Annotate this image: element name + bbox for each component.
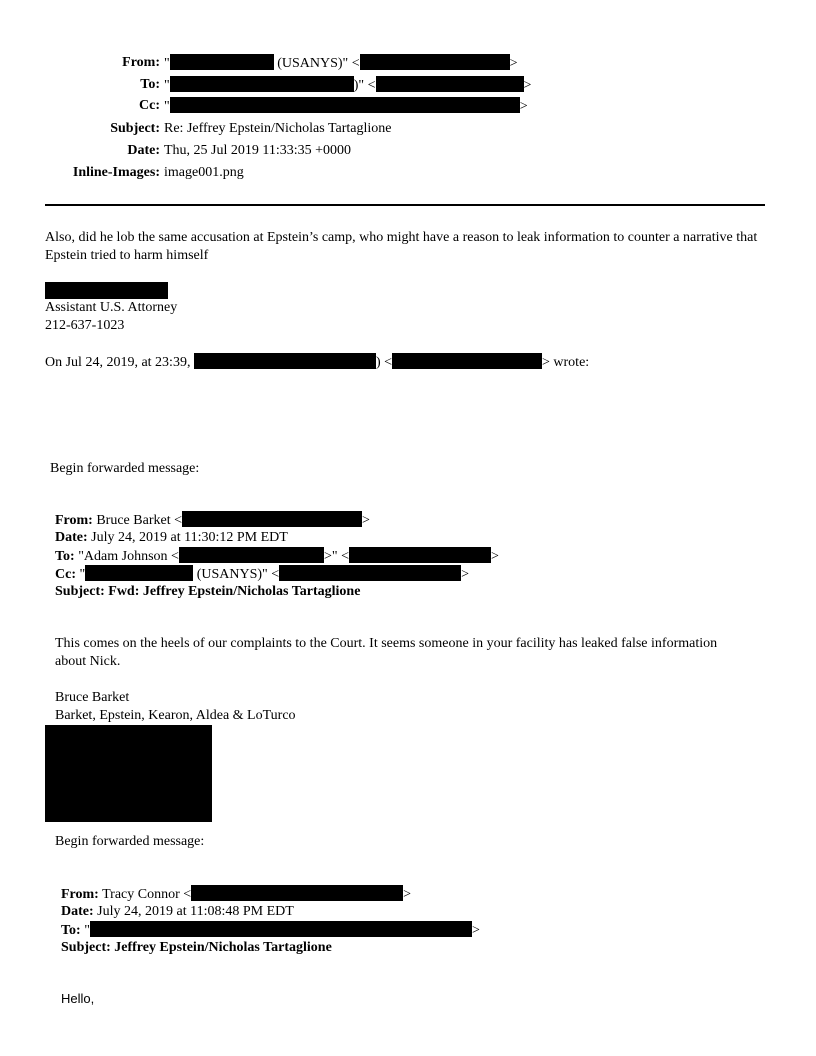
redaction: [360, 54, 510, 70]
fwd1-to-row: To: "Adam Johnson < >" < >: [55, 549, 499, 564]
redaction: [392, 353, 542, 369]
cc-label: Cc:: [139, 98, 160, 113]
date-label: Date:: [127, 143, 160, 158]
redaction: [376, 76, 524, 92]
header-divider: [45, 204, 765, 206]
redaction: [191, 885, 403, 901]
redaction: [279, 565, 461, 581]
fwd1-date-row: Date: July 24, 2019 at 11:30:12 PM EDT: [55, 530, 288, 545]
signature-name-redaction: [45, 282, 168, 299]
fwd1-begin: Begin forwarded message:: [50, 461, 200, 476]
fwd2-date-row: Date: July 24, 2019 at 11:08:48 PM EDT: [61, 904, 294, 919]
redaction: [182, 511, 362, 527]
quote-line: On Jul 24, 2019, at 23:39, ) < > wrote:: [45, 355, 590, 370]
fwd1-paragraph: This comes on the heels of our complaints to the Court. It seems someone in your facility has leaked false information about Nick.: [55, 636, 718, 669]
fwd1-cc-row: Cc: " (USANYS)" < >: [55, 567, 470, 582]
date-value: Thu, 25 Jul 2019 11:33:35 +0000: [164, 143, 352, 158]
fwd2-from-row: From: Tracy Connor < >: [61, 887, 412, 902]
fwd1-signature-name: Bruce Barket: [55, 690, 130, 705]
redaction: [349, 547, 491, 563]
to-value: " )" < >: [164, 78, 532, 93]
redaction: [170, 76, 354, 92]
redaction: [85, 565, 193, 581]
fwd1-signature-firm: Barket, Epstein, Kearon, Aldea & LoTurco: [55, 708, 296, 723]
signature-title: Assistant U.S. Attorney: [45, 300, 178, 315]
fwd2-to-row: To: " >: [61, 923, 480, 938]
fwd1-subject: Subject: Fwd: Jeffrey Epstein/Nicholas Tartaglione: [55, 584, 361, 599]
redaction: [170, 54, 274, 70]
fwd2-begin: Begin forwarded message:: [55, 834, 205, 849]
subject-label: Subject:: [110, 121, 160, 136]
from-label: From:: [122, 55, 160, 70]
inline-images-value: image001.png: [164, 165, 244, 180]
cc-value: " >: [164, 99, 528, 114]
signature-phone: 212-637-1023: [45, 318, 125, 333]
from-value: " (USANYS)" < >: [164, 56, 518, 71]
redaction: [194, 353, 376, 369]
redaction: [170, 97, 520, 113]
redaction: [179, 547, 324, 563]
to-label: To:: [140, 77, 160, 92]
redaction: [90, 921, 472, 937]
inline-images-label: Inline-Images:: [72, 165, 160, 180]
signature-block-redaction: [45, 725, 212, 822]
fwd2-subject: Subject: Jeffrey Epstein/Nicholas Tartaglione: [61, 940, 332, 955]
fwd2-greeting: Hello,: [61, 991, 95, 1006]
body-paragraph: Also, did he lob the same accusation at Epstein’s camp, who might have a reason to leak information to counter a narrative that Epstein tried to harm himself: [45, 230, 758, 263]
subject-value: Re: Jeffrey Epstein/Nicholas Tartaglione: [164, 121, 392, 136]
fwd1-from-row: From: Bruce Barket < >: [55, 513, 370, 528]
